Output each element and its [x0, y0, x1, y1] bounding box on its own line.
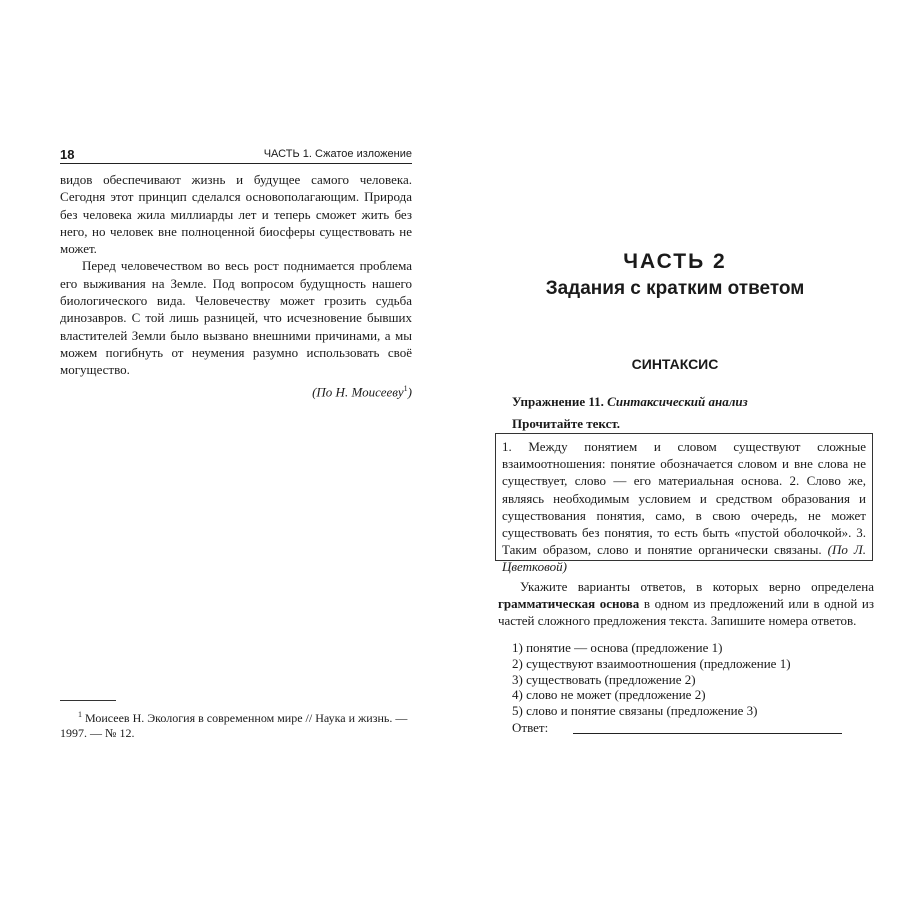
answer-label: Ответ: [512, 720, 549, 735]
answer-option: 5) слово и понятие связаны (предложение 3) [512, 703, 758, 719]
exercise-label: Упражнение 11. [512, 394, 604, 409]
source-attribution [60, 380, 412, 401]
running-header [60, 147, 412, 164]
source-text: 1. Между понятием и словом существуют сложные взаимоотношения: понятие обозначается словом и вне слова не существует, слово — его материальная основа. 2. Слово же, являясь необходимым условием и средством образования и существования понятия, само, в свою очередь, не может существовать без понятия, то есть быть «пустой оболочкой». 3. Таким образом, слово и понятие органически связаны. [502, 439, 866, 558]
paragraph: Перед человечеством во весь рост поднимается проблема его выживания на Земле. Под вопросом будущность нашего биологического вида. Человечеству может грозить судьба динозавров. С той лишь разницей, что исчезновение бывших властителей Земли было вызвано внешними причинами, а мы можем погибнуть от неумения разумно использовать своё могущество. [60, 258, 412, 378]
answer-options [512, 640, 872, 719]
task-question [498, 579, 874, 629]
answer-row [512, 720, 842, 736]
footnote-mark: 1 [78, 710, 82, 719]
answer-option: 3) существовать (предложение 2) [512, 671, 696, 687]
footnote [60, 700, 412, 741]
answer-option: 4) слово не может (предложение 2) [512, 687, 706, 703]
part-label: ЧАСТЬ 2 [623, 250, 727, 273]
source-text-box [495, 433, 873, 575]
question-text-start: Укажите варианты ответов, в которых верно определена [520, 579, 874, 594]
answer-line[interactable] [573, 733, 842, 734]
footnote-text: Моисеев Н. Экология в современном мире // Наука и жизнь. — 1997. — № 12. [60, 711, 408, 740]
source-text-attribution: (По Л. Цветковой) [502, 542, 866, 575]
page-number: 18 [60, 147, 75, 162]
attribution-close: ) [407, 383, 412, 399]
answer-option: 1) понятие — основа (предложение 1) [512, 640, 723, 655]
running-title: ЧАСТЬ 1. Сжатое изложение [263, 148, 412, 160]
question-text-end: в одном из предложений или в одной из частей сложного предложения текста. Запишите номера ответов. [498, 595, 875, 628]
attribution-text: (По Н. Моисееву [312, 383, 404, 399]
part-title: Задания с кратким ответом [545, 278, 805, 299]
paragraph: видов обеспечивают жизнь и будущее самого человека. Сегодня этот принцип сделался основополагающим. Природа без человека жила миллиарды лет и теперь сможет жить без него, но человек вне полноценной биосферы существовать не может. [60, 172, 412, 257]
answer-option: 2) существуют взаимоотношения (предложение 1) [512, 655, 791, 671]
exercise-title: Синтаксический анализ [607, 394, 748, 409]
footnote-rule [60, 700, 116, 701]
question-highlight: грамматическая основа [498, 595, 640, 611]
exercise-heading [512, 394, 842, 410]
right-page [450, 0, 900, 900]
body-text [60, 171, 412, 400]
read-instruction: Прочитайте текст. [512, 416, 621, 431]
footnote-reference: 1 [403, 383, 408, 393]
section-title: СИНТАКСИС [631, 356, 719, 372]
